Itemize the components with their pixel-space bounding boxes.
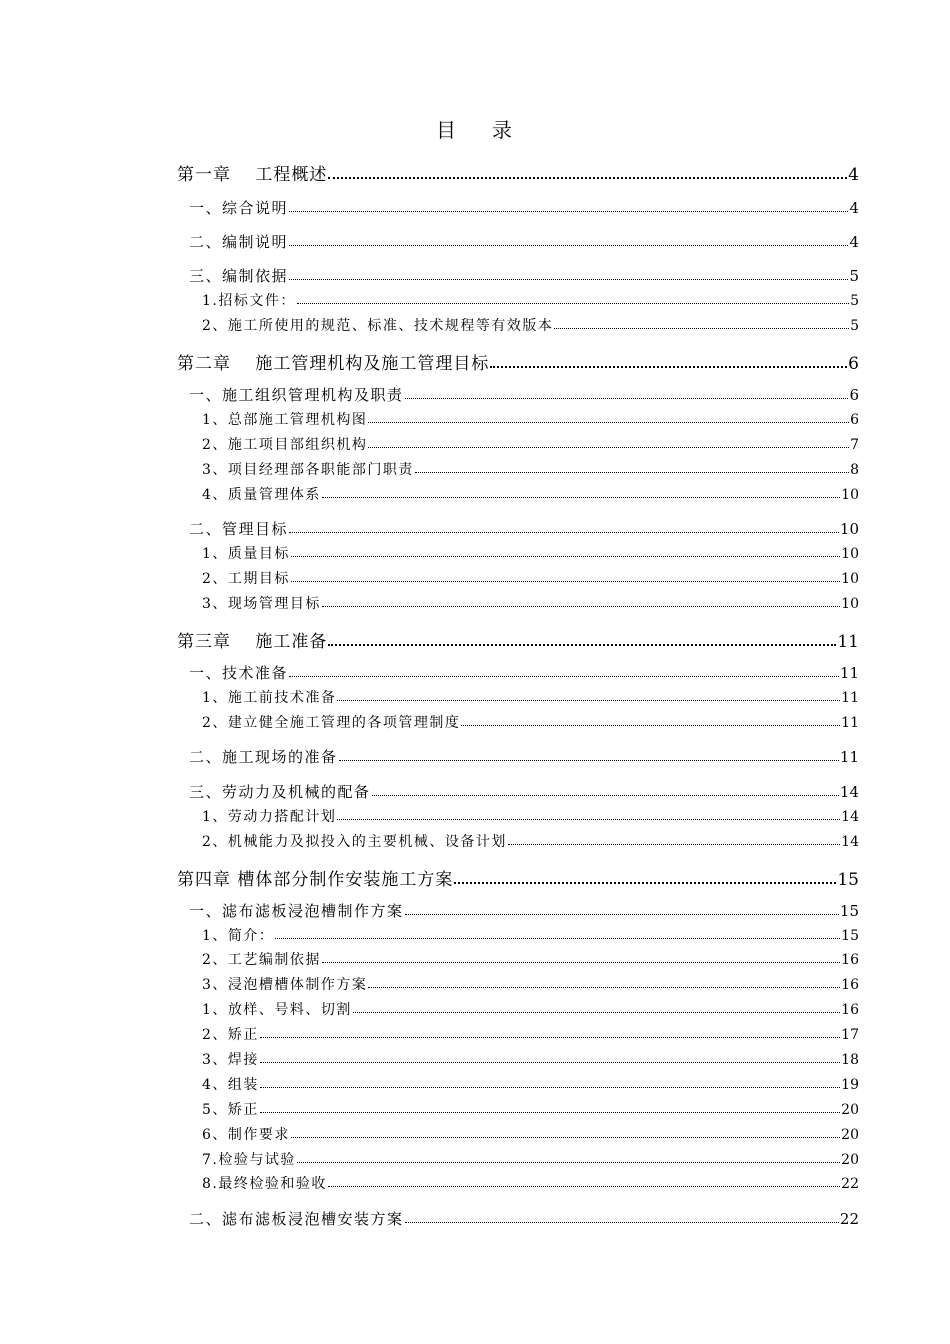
- toc-leader-dots: [297, 1150, 840, 1163]
- toc-entry-page-number: 14: [841, 834, 859, 850]
- toc-entry-page-number: 15: [837, 870, 859, 890]
- toc-entry-page-number: 11: [841, 715, 859, 731]
- toc-entry[interactable]: [202, 1074, 859, 1094]
- toc-entry-title: 第四章 槽体部分制作安装施工方案: [177, 870, 454, 890]
- toc-leader-dots: [554, 316, 849, 329]
- toc-entry[interactable]: [189, 265, 859, 286]
- toc-entry[interactable]: [202, 1099, 859, 1119]
- toc-entry[interactable]: [202, 1149, 859, 1169]
- toc-entry-title: 6、制作要求: [202, 1127, 290, 1143]
- toc-entry[interactable]: [202, 315, 859, 335]
- toc-entry-title: 三、编制依据: [189, 267, 289, 285]
- toc-entry-page-number: 5: [850, 293, 859, 309]
- toc-title: [0, 114, 950, 143]
- toc-leader-dots: [291, 569, 840, 582]
- toc-entry[interactable]: [189, 231, 859, 252]
- toc-entry[interactable]: [189, 746, 859, 767]
- toc-entry-title: 一、综合说明: [189, 199, 289, 217]
- toc-entry-title: 1、施工前技术准备: [202, 690, 337, 706]
- toc-entry-title: 第三章 施工准备: [177, 632, 328, 652]
- toc-entry-title: 1、质量目标: [202, 546, 290, 562]
- toc-entry-title: 4、组装: [202, 1077, 259, 1093]
- toc-entry-page-number: 10: [841, 571, 859, 587]
- toc-leader-dots: [405, 386, 849, 400]
- toc-entry[interactable]: [189, 662, 859, 683]
- toc-entry[interactable]: [202, 949, 859, 969]
- toc-leader-dots: [289, 664, 839, 678]
- toc-leader-dots: [353, 1000, 840, 1013]
- toc-entry-title: 3、焊接: [202, 1052, 259, 1068]
- toc-entry[interactable]: [202, 1173, 859, 1193]
- toc-entry[interactable]: [202, 831, 859, 851]
- toc-entry-page-number: 5: [849, 267, 859, 285]
- toc-entry[interactable]: [202, 290, 859, 310]
- toc-entry[interactable]: [202, 974, 859, 994]
- toc-entry[interactable]: [177, 160, 859, 185]
- toc-entry[interactable]: [202, 459, 859, 479]
- toc-entry-page-number: 6: [850, 412, 859, 428]
- toc-entry-title: 2、建立健全施工管理的各项管理制度: [202, 715, 461, 731]
- toc-leader-dots: [461, 713, 840, 726]
- toc-entry-title: 2、工艺编制依据: [202, 952, 321, 968]
- toc-entry-title: 2、施工项目部组织机构: [202, 437, 368, 453]
- toc-entry-page-number: 5: [850, 318, 859, 334]
- toc-entry-title: 二、滤布滤板浸泡槽安装方案: [189, 1210, 404, 1228]
- toc-entry-title: 第一章 工程概述: [177, 165, 328, 185]
- toc-entry[interactable]: [189, 1208, 859, 1229]
- toc-entry[interactable]: [189, 781, 859, 802]
- toc-entry-title: 2、工期目标: [202, 571, 290, 587]
- toc-entry-title: 一、施工组织管理机构及职责: [189, 386, 404, 404]
- toc-entry[interactable]: [177, 865, 859, 890]
- toc-leader-dots: [260, 1100, 840, 1113]
- toc-entry-page-number: 6: [849, 386, 859, 404]
- toc-entry-title: 2、施工所使用的规范、标准、技术规程等有效版本: [202, 318, 554, 334]
- toc-leader-dots: [337, 807, 840, 820]
- toc-leader-dots: [368, 435, 849, 448]
- toc-leader-dots: [337, 688, 840, 701]
- toc-entry-title: 一、滤布滤板浸泡槽制作方案: [189, 902, 404, 920]
- toc-entry-page-number: 20: [841, 1127, 859, 1143]
- toc-leader-dots: [275, 926, 840, 939]
- toc-entry[interactable]: [202, 1124, 859, 1144]
- toc-entry[interactable]: [202, 434, 859, 454]
- toc-entry-page-number: 20: [841, 1152, 859, 1168]
- toc-entry-title: 1、劳动力搭配计划: [202, 809, 337, 825]
- toc-title-char-2: 录: [492, 118, 514, 142]
- toc-entry-title: 2、矫正: [202, 1027, 259, 1043]
- toc-leader-dots: [322, 485, 840, 498]
- toc-entry-title: 4、质量管理体系: [202, 487, 321, 503]
- toc-leader-dots: [328, 163, 847, 179]
- toc-entry-title: 二、施工现场的准备: [189, 748, 338, 766]
- toc-leader-dots: [454, 868, 836, 884]
- toc-entry-title: 二、管理目标: [189, 520, 289, 538]
- toc-entry-title: 2、机械能力及拟投入的主要机械、设备计划: [202, 834, 507, 850]
- toc-entry-page-number: 4: [849, 199, 859, 217]
- toc-entry[interactable]: [202, 409, 859, 429]
- toc-entry[interactable]: [202, 687, 859, 707]
- toc-entry[interactable]: [189, 384, 859, 405]
- toc-leader-dots: [368, 975, 840, 988]
- toc-entry-title: 1、总部施工管理机构图: [202, 412, 368, 428]
- toc-entry[interactable]: [202, 543, 859, 563]
- toc-entry-title: 7.检验与试验: [202, 1152, 296, 1168]
- toc-entry-page-number: 8: [850, 462, 859, 478]
- toc-entry-title: 8.最终检验和验收: [202, 1176, 327, 1192]
- toc-entry[interactable]: [202, 1024, 859, 1044]
- toc-leader-dots: [328, 1174, 840, 1187]
- toc-entry-page-number: 16: [841, 1002, 859, 1018]
- toc-entry-title: 三、劳动力及机械的配备: [189, 783, 371, 801]
- toc-entry-page-number: 11: [837, 632, 859, 652]
- toc-entry[interactable]: [202, 593, 859, 613]
- toc-entry-page-number: 7: [850, 437, 859, 453]
- toc-leader-dots: [289, 199, 848, 213]
- toc-entry-page-number: 11: [839, 748, 859, 766]
- toc-entry[interactable]: [189, 197, 859, 218]
- toc-leader-dots: [405, 1210, 839, 1224]
- toc-leader-dots: [289, 520, 839, 534]
- toc-entry[interactable]: [177, 349, 859, 374]
- toc-entry-title: 第二章 施工管理机构及施工管理目标: [177, 354, 490, 374]
- toc-leader-dots: [289, 233, 848, 247]
- toc-leader-dots: [322, 594, 840, 607]
- toc-entry-page-number: 10: [839, 520, 859, 538]
- toc-entry[interactable]: [202, 568, 859, 588]
- toc-leader-dots: [415, 460, 849, 473]
- toc-entry-page-number: 10: [841, 487, 859, 503]
- toc-entry-title: 1.招标文件：: [202, 293, 296, 309]
- toc-title-char-1: 目: [436, 118, 458, 142]
- toc-entry[interactable]: [202, 1049, 859, 1069]
- toc-entry-page-number: 10: [841, 546, 859, 562]
- toc-entry-page-number: 11: [841, 690, 859, 706]
- toc-leader-dots: [490, 352, 847, 368]
- toc-entry-page-number: 11: [839, 664, 859, 682]
- toc-entry-page-number: 15: [841, 928, 859, 944]
- toc-entry-page-number: 4: [849, 233, 859, 251]
- toc-entry-title: 3、浸泡槽槽体制作方案: [202, 977, 368, 993]
- toc-leader-dots: [260, 1025, 840, 1038]
- toc-entry-title: 1、放样、号料、切割: [202, 1002, 352, 1018]
- toc-entry[interactable]: [202, 484, 859, 504]
- toc-entry-page-number: 14: [839, 783, 859, 801]
- toc-leader-dots: [260, 1050, 840, 1063]
- toc-leader-dots: [368, 410, 849, 423]
- toc-leader-dots: [291, 544, 840, 557]
- toc-entry-page-number: 22: [841, 1176, 859, 1192]
- toc-leader-dots: [322, 950, 840, 963]
- toc-entry-page-number: 22: [839, 1210, 859, 1228]
- toc-entry-page-number: 16: [841, 977, 859, 993]
- toc-entry-page-number: 16: [841, 952, 859, 968]
- toc-entry-page-number: 19: [841, 1077, 859, 1093]
- toc-leader-dots: [508, 832, 840, 845]
- toc-entry[interactable]: [189, 518, 859, 539]
- toc-leader-dots: [339, 748, 839, 762]
- toc-entry[interactable]: [202, 806, 859, 826]
- toc-entry-title: 一、技术准备: [189, 664, 289, 682]
- toc-entry[interactable]: [202, 999, 859, 1019]
- toc-leader-dots: [289, 267, 848, 281]
- toc-entry[interactable]: [202, 925, 859, 945]
- toc-leader-dots: [328, 630, 836, 646]
- toc-entry-title: 5、矫正: [202, 1102, 259, 1118]
- toc-leader-dots: [297, 291, 849, 304]
- toc-leader-dots: [372, 783, 839, 797]
- toc-entry-page-number: 15: [839, 902, 859, 920]
- toc-leader-dots: [405, 902, 839, 916]
- toc-entry[interactable]: [189, 900, 859, 921]
- toc-entry[interactable]: [177, 627, 859, 652]
- toc-leader-dots: [260, 1075, 840, 1088]
- toc-entry-page-number: 17: [841, 1027, 859, 1043]
- toc-entry-page-number: 10: [841, 596, 859, 612]
- toc-entry-page-number: 20: [841, 1102, 859, 1118]
- toc-entry-page-number: 6: [848, 354, 859, 374]
- toc-entry-title: 1、简介：: [202, 928, 275, 944]
- toc-entry-title: 3、现场管理目标: [202, 596, 321, 612]
- toc-entry-title: 二、编制说明: [189, 233, 289, 251]
- toc-entry-title: 3、项目经理部各职能部门职责: [202, 462, 414, 478]
- toc-entry-page-number: 18: [841, 1052, 859, 1068]
- toc-entry[interactable]: [202, 712, 859, 732]
- toc-entry-page-number: 14: [841, 809, 859, 825]
- toc-entry-page-number: 4: [848, 165, 859, 185]
- toc-leader-dots: [291, 1125, 840, 1138]
